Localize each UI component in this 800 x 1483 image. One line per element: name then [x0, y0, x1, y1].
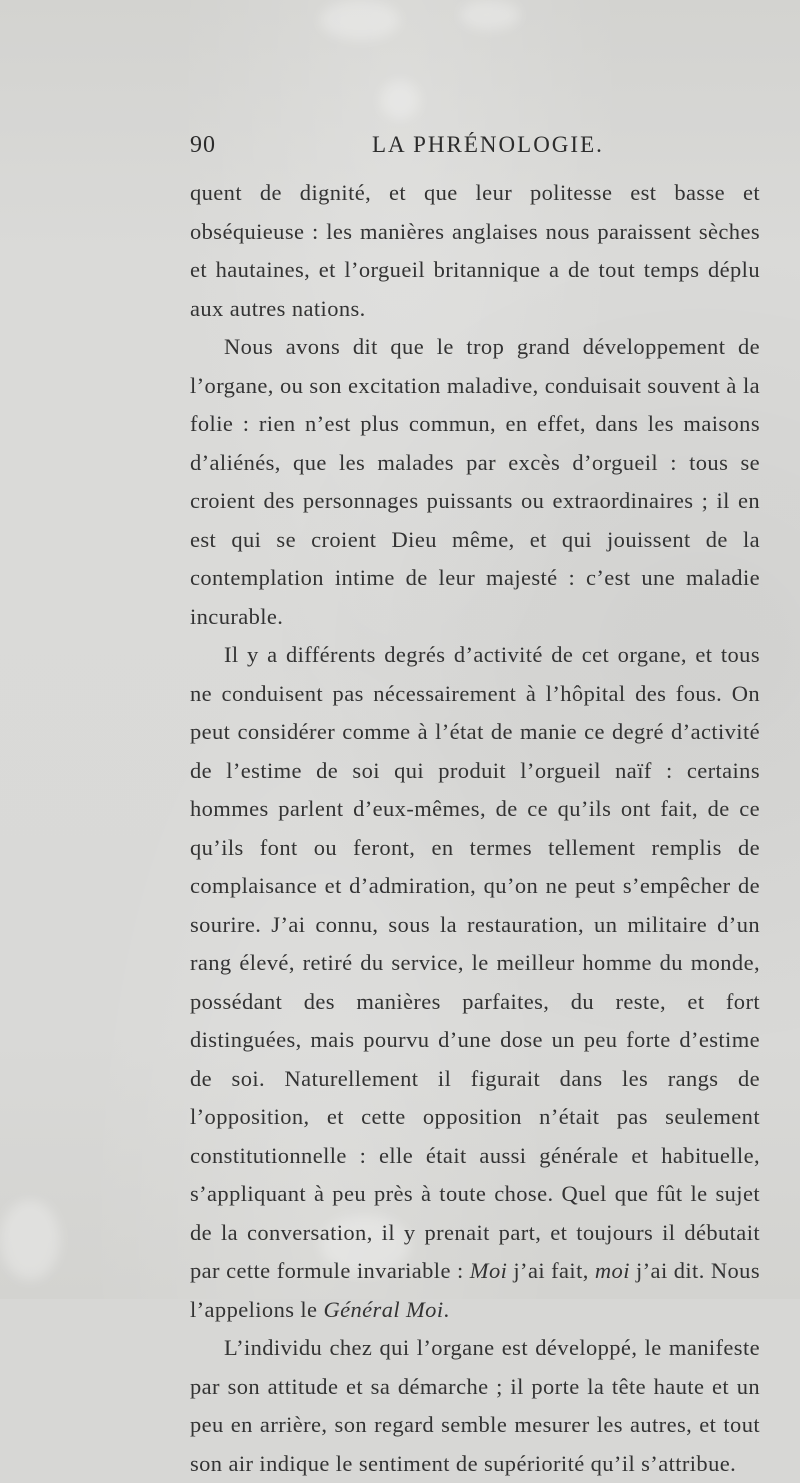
italic-text: moi — [594, 1258, 630, 1283]
paper-stain — [380, 80, 420, 120]
italic-text: Moi — [469, 1258, 508, 1283]
paragraph: L’individu chez qui l’organe est développé, le manifeste par son attitude et sa démarche ; il porte la tête haute et un peu en arrière, son regard semble mesurer les autres, et tout son air indique le sentiment de supériorité qu’il s’attribue. — [190, 1335, 760, 1476]
paragraph-text: Il y a différents degrés d’activité de cet organe, et tous ne conduisent pas nécessairement à l’hôpital des fous. On peut considérer comme à l’état de manie ce degré d’activité de l’estime de soi qui produit l’orgueil naïf : certains hommes parlent d’eux-mêmes, de ce qu’ils ont fait, de ce qu’ils font ou feront, en termes tellement remplis de complaisance et d’admiration, qu’on ne peut s’empêcher de sourire. J’ai connu, sous la restauration, un militaire d’un rang élevé, retiré du service, le meilleur homme du monde, possédant des manières parfaites, du reste, et fort distinguées, mais pourvu d’une dose un peu forte d’estime de soi. Naturellement il figurait dans les rangs de l’opposition, et cette opposition n’était pas seulement constitutionnelle : elle était aussi générale et habituelle, s’appliquant à peu près à toute chose. Quel que fût le sujet de la conversation, il y prenait part, et toujours il débutait par cette formule invariable : — [190, 642, 760, 1283]
body-text — [190, 174, 760, 1483]
paper-stain — [320, 0, 400, 40]
paragraph — [190, 636, 760, 1329]
italic-text: Général Moi — [323, 1296, 444, 1322]
paragraph-text: . — [443, 1296, 450, 1322]
paragraph-text: j’ai fait, — [507, 1258, 595, 1283]
paper-stain — [0, 1200, 60, 1280]
paragraph-text: j’ai dit. Nous l’appelions le — [190, 1258, 760, 1322]
page-header — [0, 130, 800, 166]
paper-stain — [460, 0, 520, 30]
paragraph: Nous avons dit que le trop grand développement de l’organe, ou son excitation maladive, conduisait souvent à la folie : rien n’est plus commun, en effet, dans les maisons d’aliénés, que les malades par excès d’orgueil : tous se croient des personnages puissants ou extraordinaires ; il en est qui se croient Dieu même, et qui jouissent de la contemplation intime de leur majesté : c’est une maladie incurable. — [190, 334, 760, 629]
page-number: 90 — [190, 132, 216, 158]
paragraph: quent de dignité, et que leur politesse est basse et obséquieuse : les manières anglaises nous paraissent sèches et hautaines, et l’orgueil britannique a de tout temps déplu aux autres nations. — [190, 180, 760, 321]
running-title: LA PHRÉNOLOGIE. — [372, 132, 604, 157]
